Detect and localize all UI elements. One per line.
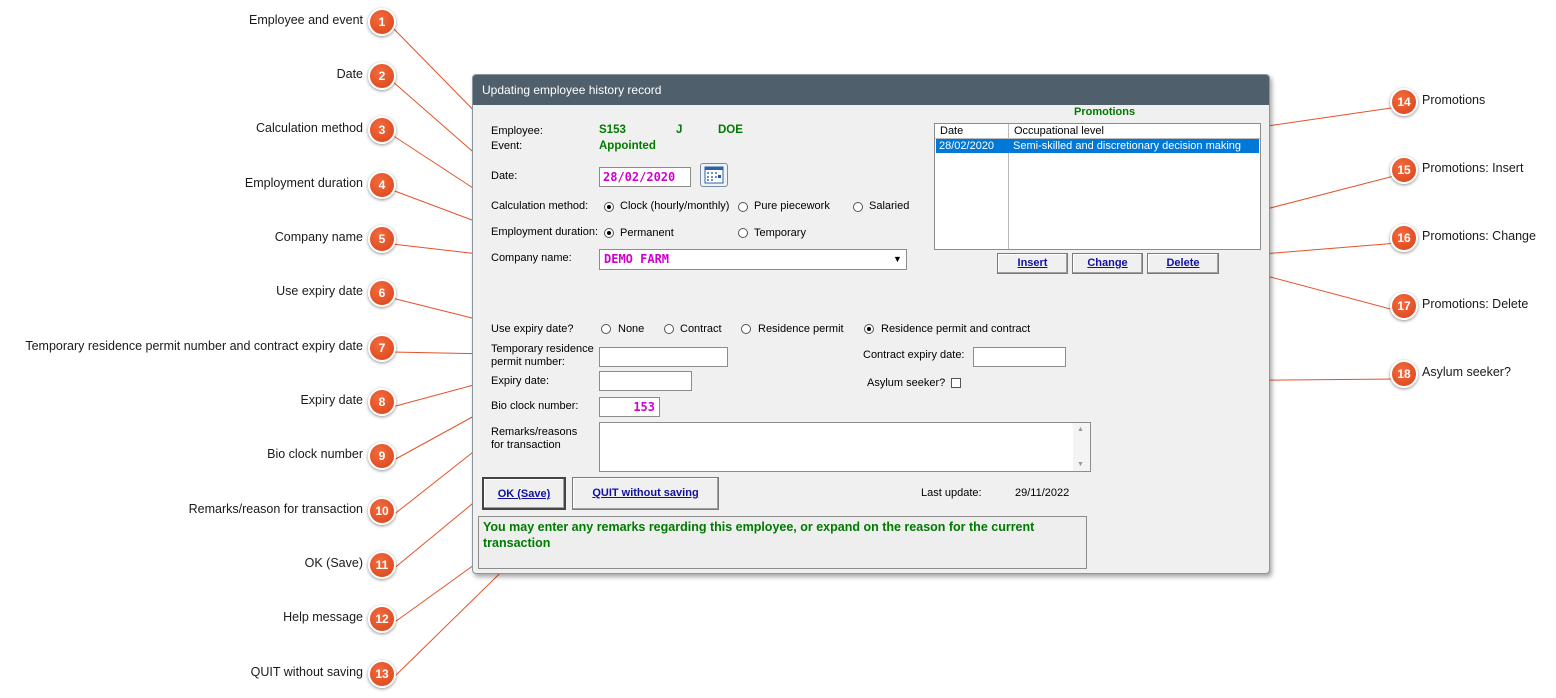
expiry-residence-contract-label: Residence permit and contract	[881, 323, 1031, 335]
calc-piecework-radio[interactable]	[738, 202, 748, 212]
callout-badge: 9	[368, 442, 396, 470]
calc-piecework-label: Pure piecework	[754, 200, 830, 212]
scroll-down-icon[interactable]: ▼	[1077, 461, 1084, 468]
scroll-up-icon[interactable]: ▲	[1077, 426, 1084, 433]
permit-number-input[interactable]	[599, 347, 728, 367]
col-header-occupational-level[interactable]: Occupational level	[1014, 125, 1104, 137]
expiry-date-input[interactable]	[599, 371, 692, 391]
expiry-none-label: None	[618, 323, 645, 335]
callout-badge: 10	[368, 497, 396, 525]
calc-clock-label: Clock (hourly/monthly)	[620, 200, 730, 212]
event-value: Appointed	[599, 140, 656, 152]
callout-badge: 17	[1390, 292, 1418, 320]
expiry-residence-radio[interactable]	[741, 324, 751, 334]
callout-badge: 14	[1390, 88, 1418, 116]
quit-without-saving-button[interactable]: QUIT without saving	[572, 477, 719, 510]
window-title: Updating employee history record	[473, 75, 1269, 105]
employee-initial: J	[676, 124, 683, 136]
contract-expiry-input[interactable]	[973, 347, 1066, 367]
callout-label: Employment duration	[244, 176, 363, 190]
duration-temporary-label: Temporary	[754, 227, 806, 239]
callout-badge: 12	[368, 605, 396, 633]
duration-permanent-radio[interactable]	[604, 228, 614, 238]
permit-label-line1: Temporary residence	[491, 343, 594, 355]
callout-label: Date	[336, 67, 363, 81]
company-select[interactable]	[599, 249, 907, 270]
remarks-scrollbar[interactable]	[1073, 423, 1090, 471]
asylum-seeker-checkbox[interactable]	[951, 378, 961, 388]
duration-temporary-radio[interactable]	[738, 228, 748, 238]
bio-clock-label: Bio clock number:	[491, 400, 579, 412]
callout-badge: 15	[1390, 156, 1418, 184]
remarks-textarea[interactable]	[599, 422, 1091, 472]
callout-label: OK (Save)	[304, 556, 363, 570]
callout-label: Remarks/reason for transaction	[188, 502, 363, 516]
promotions-title: Promotions	[1074, 106, 1136, 118]
company-label: Company name:	[491, 252, 572, 264]
callout-label: Asylum seeker?	[1422, 365, 1511, 379]
calc-method-label: Calculation method:	[491, 200, 589, 212]
bio-clock-input[interactable]	[599, 397, 660, 417]
asylum-seeker-label: Asylum seeker?	[867, 377, 946, 389]
callout-badge: 13	[368, 660, 396, 688]
callout-badge: 7	[368, 334, 396, 362]
callout-label: Employee and event	[249, 13, 363, 27]
calc-salaried-radio[interactable]	[853, 202, 863, 212]
expiry-question-label: Use expiry date?	[491, 323, 574, 335]
callout-badge: 18	[1390, 360, 1418, 388]
callout-badge: 4	[368, 171, 396, 199]
row-date: 28/02/2020	[939, 140, 995, 152]
remarks-label-line1: Remarks/reasons	[491, 426, 578, 438]
duration-permanent-label: Permanent	[620, 227, 674, 239]
help-message: You may enter any remarks regarding this employee, or expand on the reason for the current transaction	[478, 516, 1087, 569]
callout-label: Expiry date	[300, 393, 363, 407]
remarks-label-line2: for transaction	[491, 439, 561, 451]
expiry-residence-contract-radio[interactable]	[864, 324, 874, 334]
callout-badge: 2	[368, 62, 396, 90]
callout-label: Calculation method	[255, 121, 363, 135]
callout-badge: 3	[368, 116, 396, 144]
company-value: DEMO FARM	[604, 252, 670, 266]
callout-label: Promotions	[1422, 93, 1486, 107]
callout-label: QUIT without saving	[250, 665, 363, 679]
expiry-contract-radio[interactable]	[664, 324, 674, 334]
expiry-date-label: Expiry date:	[491, 375, 550, 387]
expiry-residence-label: Residence permit	[758, 323, 844, 335]
promotions-insert-button[interactable]: Insert	[997, 253, 1068, 274]
table-row[interactable]	[936, 139, 1259, 153]
callout-badge: 5	[368, 225, 396, 253]
callout-badge: 6	[368, 279, 396, 307]
promotions-delete-button[interactable]: Delete	[1147, 253, 1219, 274]
employee-label: Employee:	[491, 125, 543, 137]
row-level: Semi-skilled and discretionary decision making	[1013, 140, 1242, 152]
promotions-header	[935, 124, 1260, 139]
promotions-change-button[interactable]: Change	[1072, 253, 1143, 274]
callout-label: Bio clock number	[267, 447, 363, 461]
callout-label: Use expiry date	[276, 284, 363, 298]
calendar-button[interactable]	[700, 163, 728, 187]
callout-label: Help message	[283, 610, 363, 624]
event-label: Event:	[491, 140, 523, 152]
callout-badge: 8	[368, 388, 396, 416]
employee-code: S153	[599, 124, 626, 136]
last-update-label: Last update:	[921, 487, 982, 499]
duration-label: Employment duration:	[491, 226, 598, 238]
bio-clock-value: 153	[633, 400, 655, 414]
callout-label: Promotions: Insert	[1422, 161, 1524, 175]
employee-history-dialog	[472, 74, 1270, 574]
expiry-contract-label: Contract	[680, 323, 722, 335]
expiry-none-radio[interactable]	[601, 324, 611, 334]
calc-salaried-label: Salaried	[869, 200, 910, 212]
date-value: 28/02/2020	[603, 170, 676, 184]
employee-surname: DOE	[718, 124, 743, 136]
callout-label: Promotions: Change	[1422, 229, 1536, 243]
chevron-down-icon[interactable]: ▼	[893, 254, 902, 264]
callout-label: Promotions: Delete	[1422, 297, 1529, 311]
calendar-icon	[701, 164, 727, 186]
date-label: Date:	[491, 170, 518, 182]
permit-label-line2: permit number:	[491, 356, 565, 368]
contract-expiry-label: Contract expiry date:	[863, 349, 965, 361]
ok-save-button[interactable]: OK (Save)	[482, 477, 566, 510]
calc-clock-radio[interactable]	[604, 202, 614, 212]
callout-badge: 11	[368, 551, 396, 579]
last-update-value: 29/11/2022	[1015, 487, 1070, 499]
date-input[interactable]	[599, 167, 691, 187]
callout-label: Company name	[274, 230, 363, 244]
promotions-table[interactable]	[934, 123, 1261, 250]
callout-badge: 1	[368, 8, 396, 36]
col-header-date[interactable]: Date	[940, 125, 964, 137]
callout-badge: 16	[1390, 224, 1418, 252]
callout-label: Temporary residence permit number and contract expiry date	[25, 339, 363, 353]
